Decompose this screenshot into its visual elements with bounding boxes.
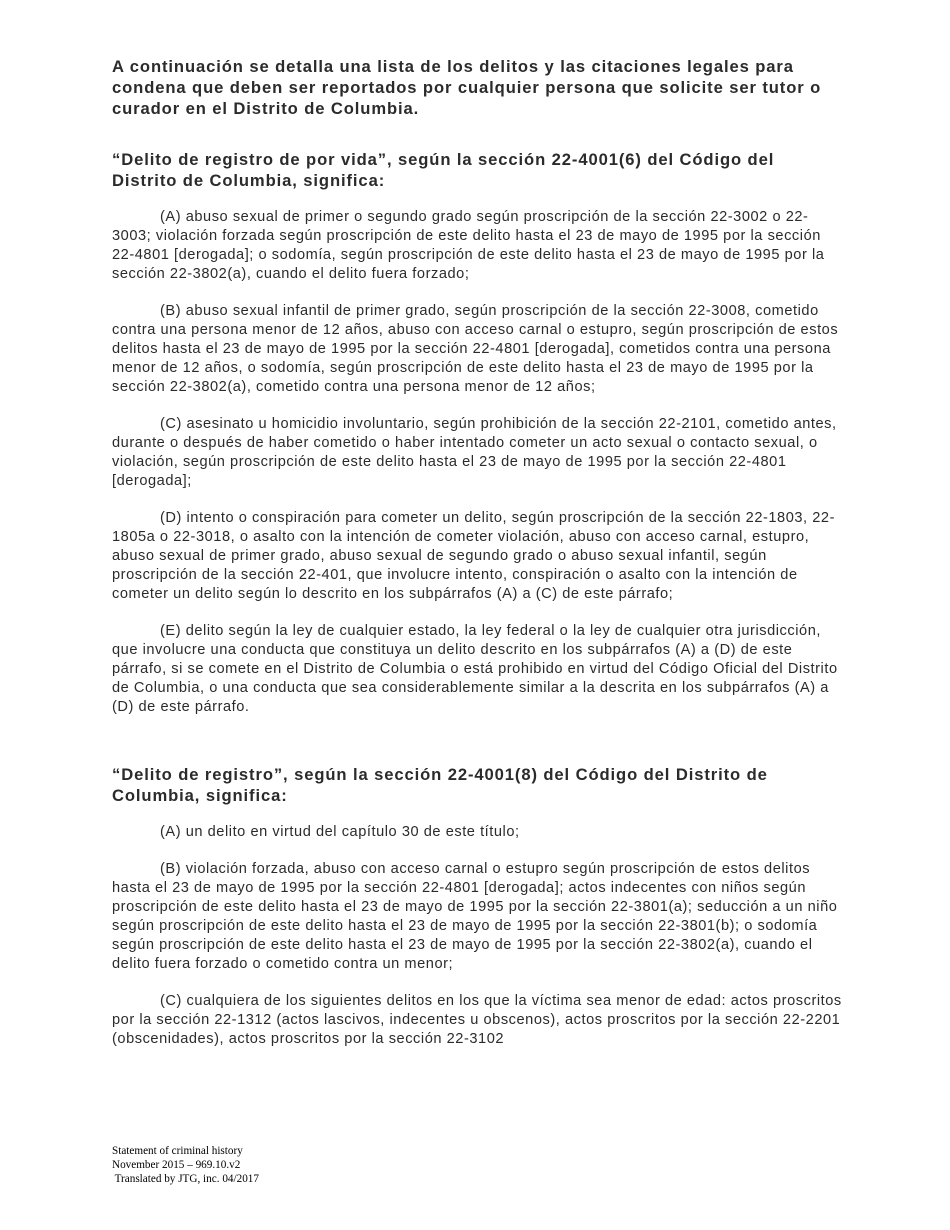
section2-paragraph-c: (C) cualquiera de los siguientes delitos en los que la víctima sea menor de edad: actos proscritos por la sección 22-1312 (actos lascivos, indecentes u obscenos), actos proscritos por la sección 22-2201 (obscenidades), actos proscritos por la sección 22-3102 <box>112 993 842 1047</box>
section2-paragraph-a: (A) un delito en virtud del capítulo 30 de este título; <box>160 824 520 840</box>
intro-paragraph: A continuación se detalla una lista de los delitos y las citaciones legales para condena que deben ser reportados por cualquier persona que solicite ser tutor o curador en el Distrito de Columbia. <box>112 57 822 118</box>
section1-paragraph-e: (E) delito según la ley de cualquier estado, la ley federal o la ley de cualquier otra jurisdicción, que involucre una conducta que constituya un delito descrito en los subpárrafos (A) a (D) de este párrafo, si se comete en el Distrito de Columbia o está prohibido en virtud del Código Oficial del Distrito de Columbia, o una conducta que sea considerablemente similar a la descrita en los subpárrafos (A) a (D) de este párrafo. <box>112 623 838 715</box>
section1-paragraph-c: (C) asesinato u homicidio involuntario, según prohibición de la sección 22-2101, cometido antes, durante o después de haber cometido o haber intentado cometer un acto sexual o contacto sexual, o violación, según proscripción de este delito hasta el 23 de mayo de 1995 por la sección 22-4801 [derogada]; <box>112 416 837 489</box>
section2-heading: “Delito de registro”, según la sección 22-4001(8) del Código del Distrito de Columbia, significa: <box>112 765 768 805</box>
section1-paragraph-b: (B) abuso sexual infantil de primer grado, según proscripción de la sección 22-3008, cometido contra una persona menor de 12 años, abuso con acceso carnal o estupro, según proscripción de estos delitos hasta el 23 de mayo de 1995 por la sección 22-4801 [derogada], cometidos contra una persona menor de 12 años, o sodomía, según proscripción de este delito hasta el 23 de mayo de 1995 por la sección 22-3802(a), cometido contra una persona menor de 12 años; <box>112 303 839 395</box>
footer-version: November 2015 – 969.10.v2 <box>112 1159 241 1171</box>
footer-document-title: Statement of criminal history <box>112 1145 243 1157</box>
page-footer <box>112 1144 259 1186</box>
section2-paragraph-b: (B) violación forzada, abuso con acceso carnal o estupro según proscripción de estos delitos hasta el 23 de mayo de 1995 por la sección 22-4801 [derogada]; actos indecentes con niños según proscripción de este delito hasta el 23 de mayo de 1995 por la sección 22-3801(a); seducción a un niño según proscripción de este delito hasta el 23 de mayo de 1995 por la sección 22-3801(b); o sodomía según proscripción de este delito hasta el 23 de mayo de 1995 por la sección 22-3802(a), cuando el delito fuera forzado o cometido contra un menor; <box>112 861 838 972</box>
footer-translation-credit: Translated by JTG, inc. 04/2017 <box>112 1173 259 1185</box>
document-body <box>112 56 842 1049</box>
section1-heading: “Delito de registro de por vida”, según la sección 22-4001(6) del Código del Distrito de Columbia, significa: <box>112 150 775 190</box>
section1-paragraph-a: (A) abuso sexual de primer o segundo grado según proscripción de la sección 22-3002 o 22-3003; violación forzada según proscripción de este delito hasta el 23 de mayo de 1995 por la sección 22-4801 [derogada]; o sodomía, según proscripción de este delito hasta el 23 de mayo de 1995 por la sección 22-3802(a), cuando el delito fuera forzado; <box>112 209 825 282</box>
section1-paragraph-d: (D) intento o conspiración para cometer un delito, según proscripción de la sección 22-1803, 22-1805a o 22-3018, o asalto con la intención de cometer violación, abuso con acceso carnal, estupro, abuso sexual de primer grado, abuso sexual de segundo grado o abuso sexual infantil, según proscripción de la sección 22-401, que involucre intento, conspiración o asalto con la intención de cometer un delito según lo descrito en los subpárrafos (A) a (C) de este párrafo; <box>112 510 836 602</box>
